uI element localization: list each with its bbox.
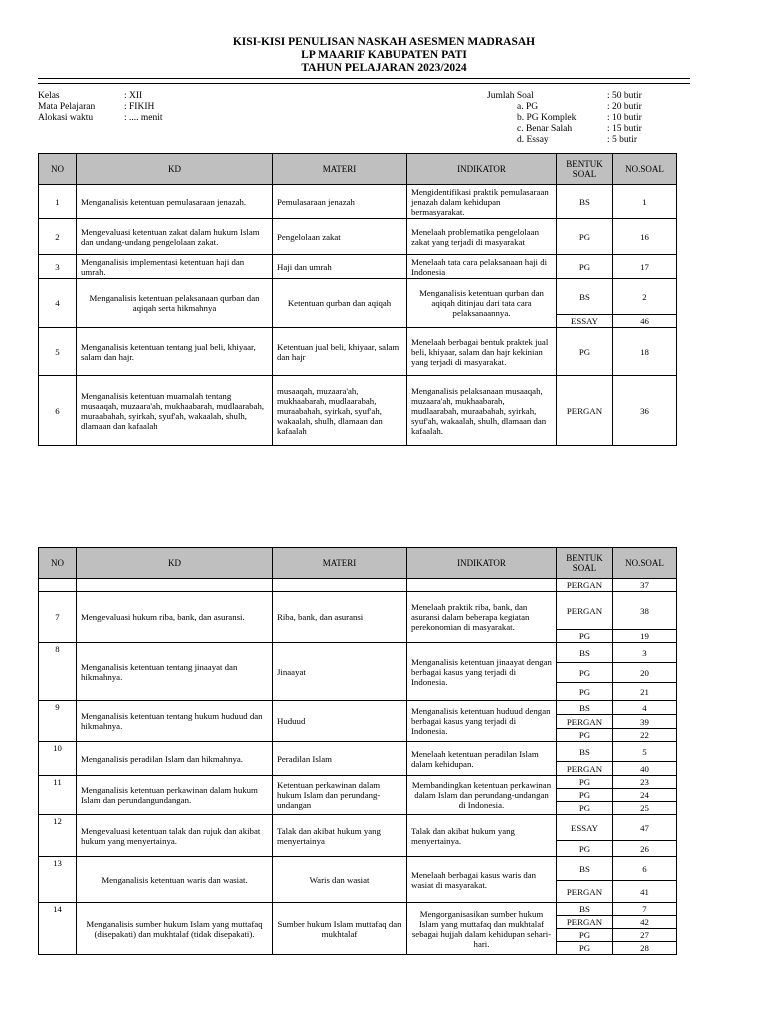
row-number: 13 <box>39 857 77 903</box>
kd-cell: Menganalisis ketentuan pelaksanaan qurban dan aqiqah serta hikmahnya <box>77 279 273 328</box>
table-row <box>39 857 677 881</box>
no-soal-cell: 20 <box>613 663 677 683</box>
no-soal-cell: 6 <box>613 857 677 881</box>
kd-cell: Menganalisis sumber hukum Islam yang muttafaq (disepakati) dan mukhtalaf (tidak disepakati). <box>77 903 273 955</box>
meta-label: a. PG <box>517 102 539 112</box>
materi-cell: Ketentuan perkawinan dalam hukum Islam dan perundang-undangan <box>273 776 407 815</box>
no-soal-cell: 1 <box>613 185 677 219</box>
bentuk-soal-cell: ESSAY <box>557 815 613 841</box>
bentuk-soal-cell: BS <box>557 857 613 881</box>
bentuk-soal-cell: PERGAN <box>557 592 613 630</box>
kd-cell <box>77 579 273 592</box>
meta-label: Alokasi waktu <box>38 113 94 123</box>
bentuk-soal-cell: BS <box>557 279 613 315</box>
bentuk-soal-cell: PERGAN <box>557 376 613 446</box>
bentuk-soal-cell: PG <box>557 255 613 279</box>
no-soal-cell: 24 <box>613 789 677 802</box>
table-header-row <box>39 154 677 185</box>
title-line-2: LP MAARIF KABUPATEN PATI <box>301 49 467 61</box>
meta-value: : 5 butir <box>607 135 638 145</box>
indikator-cell: Mengidentifikasi praktik pemulasaraan jenazah dalam kehidupan bermasyarakat. <box>407 185 557 219</box>
kd-cell: Mengevaluasi hukum riba, bank, dan asuransi. <box>77 592 273 643</box>
bentuk-soal-cell: PERGAN <box>557 762 613 776</box>
meta-left <box>38 91 163 124</box>
meta-label: Kelas <box>38 91 60 101</box>
no-soal-cell: 47 <box>613 815 677 841</box>
no-soal-cell: 41 <box>613 881 677 903</box>
table-row <box>39 903 677 916</box>
bentuk-soal-cell: PG <box>557 942 613 955</box>
no-soal-cell: 23 <box>613 776 677 789</box>
table-row <box>39 279 677 315</box>
table-row <box>39 328 677 376</box>
bentuk-soal-cell: PERGAN <box>557 715 613 729</box>
materi-cell: Waris dan wasiat <box>273 857 407 903</box>
meta-value: : 20 butir <box>607 102 642 112</box>
no-soal-cell: 18 <box>613 328 677 376</box>
no-soal-cell: 28 <box>613 942 677 955</box>
no-soal-cell: 2 <box>613 279 677 315</box>
row-number: 4 <box>39 279 77 328</box>
indikator-cell <box>407 579 557 592</box>
no-soal-cell: 39 <box>613 715 677 729</box>
no-soal-cell: 37 <box>613 579 677 592</box>
col-header-no: NO <box>39 548 77 579</box>
materi-cell: Ketentuan qurban dan aqiqah <box>273 279 407 328</box>
table-body <box>39 185 677 446</box>
indikator-cell: Talak dan akibat hukum yang menyertainya. <box>407 815 557 857</box>
bentuk-soal-cell: BS <box>557 903 613 916</box>
indikator-cell: Membandingkan ketentuan perkawinan dalam Islam dan perundang-undangan di Indonesia. <box>407 776 557 815</box>
col-header-bentuk-soal: BENTUK SOAL <box>557 154 613 185</box>
document-header <box>0 36 768 75</box>
meta-value: : 50 butir <box>607 91 642 101</box>
bentuk-soal-cell: BS <box>557 185 613 219</box>
materi-cell: Pemulasaraan jenazah <box>273 185 407 219</box>
kisi-table-2 <box>38 547 677 955</box>
col-header-indikator: INDIKATOR <box>407 154 557 185</box>
materi-cell: Peradilan Islam <box>273 742 407 776</box>
bentuk-soal-cell: PERGAN <box>557 579 613 592</box>
col-header-no: NO <box>39 154 77 185</box>
indikator-cell: Menganalisis pelaksanaan musaaqah, muzaara'ah, mukhaabarah, mudlaarabah, muraabahah, syirkah, syuf'ah, wakaalah, shulh, dlamaan dan kafaalah. <box>407 376 557 446</box>
row-number: 9 <box>39 701 77 742</box>
kd-cell: Menganalisis ketentuan pemulasaraan jenazah. <box>77 185 273 219</box>
bentuk-soal-cell: PERGAN <box>557 916 613 929</box>
meta-row <box>487 135 642 146</box>
meta-row <box>487 91 642 102</box>
meta-value: : 10 butir <box>607 113 642 123</box>
bentuk-soal-cell: PG <box>557 802 613 815</box>
indikator-cell: Menelaah tata cara pelaksanaan haji di Indonesia <box>407 255 557 279</box>
bentuk-soal-cell: PG <box>557 663 613 683</box>
table-body <box>39 579 677 955</box>
col-header-kd: KD <box>77 548 273 579</box>
kd-cell: Mengevaluasi ketentuan zakat dalam hukum Islam dan undang-undang pengelolaan zakat. <box>77 219 273 255</box>
bentuk-soal-cell: PG <box>557 929 613 942</box>
row-number: 3 <box>39 255 77 279</box>
row-number <box>39 579 77 592</box>
indikator-cell: Menganalisis ketentuan jinaayat dengan berbagai kasus yang terjadi di Indonesia. <box>407 643 557 701</box>
meta-row <box>38 113 163 124</box>
row-number: 11 <box>39 776 77 815</box>
row-number: 10 <box>39 742 77 776</box>
kd-cell: Menganalisis ketentuan tentang jinaayat dan hikmahnya. <box>77 643 273 701</box>
row-number: 14 <box>39 903 77 955</box>
col-header-indikator: INDIKATOR <box>407 548 557 579</box>
table-header-row <box>39 548 677 579</box>
meta-label: Mata Pelajaran <box>38 102 96 112</box>
no-soal-cell: 27 <box>613 929 677 942</box>
bentuk-soal-cell: PG <box>557 683 613 701</box>
no-soal-cell: 46 <box>613 315 677 328</box>
meta-value: : XII <box>124 91 143 101</box>
materi-cell: Huduud <box>273 701 407 742</box>
no-soal-cell: 22 <box>613 729 677 742</box>
meta-row <box>487 113 642 124</box>
kd-cell: Menganalisis ketentuan perkawinan dalam hukum Islam dan perundangundangan. <box>77 776 273 815</box>
bentuk-soal-cell: PG <box>557 729 613 742</box>
meta-value: : FIKIH <box>124 102 155 112</box>
kd-cell: Menganalisis ketentuan tentang hukum huduud dan hikmahnya. <box>77 701 273 742</box>
indikator-cell: Menganalisis ketentuan huduud dengan berbagai kasus yang terjadi di Indonesia. <box>407 701 557 742</box>
meta-row <box>487 102 642 113</box>
col-header-materi: MATERI <box>273 548 407 579</box>
row-number: 2 <box>39 219 77 255</box>
no-soal-cell: 19 <box>613 630 677 643</box>
kd-cell: Menganalisis implementasi ketentuan haji dan umrah. <box>77 255 273 279</box>
meta-value: : .... menit <box>124 113 163 123</box>
bentuk-soal-cell: BS <box>557 742 613 762</box>
no-soal-cell: 25 <box>613 802 677 815</box>
no-soal-cell: 16 <box>613 219 677 255</box>
materi-cell <box>273 579 407 592</box>
indikator-cell: Menganalisis ketentuan qurban dan aqiqah ditinjau dari tata cara pelaksanaannya. <box>407 279 557 328</box>
no-soal-cell: 38 <box>613 592 677 630</box>
indikator-cell: Mengorganisasikan sumber hukum Islam yang muttafaq dan mukhtalaf sebagai hujjah dalam kehidupan sehari-hari. <box>407 903 557 955</box>
row-number: 1 <box>39 185 77 219</box>
kisi-table-1 <box>38 153 677 446</box>
materi-cell: Sumber hukum Islam muttafaq dan mukhtalaf <box>273 903 407 955</box>
materi-cell: Jinaayat <box>273 643 407 701</box>
table-row <box>39 255 677 279</box>
meta-label: c. Benar Salah <box>517 124 573 134</box>
table-row <box>39 219 677 255</box>
bentuk-soal-cell: PERGAN <box>557 881 613 903</box>
meta-label: Jumlah Soal <box>487 91 534 101</box>
table-row <box>39 701 677 715</box>
indikator-cell: Menelaah ketentuan peradilan Islam dalam kehidupan. <box>407 742 557 776</box>
col-header-bentuk-soal: BENTUK SOAL <box>557 548 613 579</box>
no-soal-cell: 3 <box>613 643 677 663</box>
col-header-materi: MATERI <box>273 154 407 185</box>
meta-row <box>487 124 642 135</box>
no-soal-cell: 4 <box>613 701 677 715</box>
bentuk-soal-cell: PG <box>557 328 613 376</box>
bentuk-soal-cell: PG <box>557 219 613 255</box>
table-row <box>39 185 677 219</box>
row-number: 12 <box>39 815 77 857</box>
meta-row <box>38 91 163 102</box>
bentuk-soal-cell: PG <box>557 789 613 802</box>
materi-cell: Talak dan akibat hukum yang menyertainya <box>273 815 407 857</box>
double-rule-divider <box>38 78 690 84</box>
kd-cell: Menganalisis ketentuan waris dan wasiat. <box>77 857 273 903</box>
kd-cell: Menganalisis peradilan Islam dan hikmahnya. <box>77 742 273 776</box>
no-soal-cell: 17 <box>613 255 677 279</box>
bentuk-soal-cell: ESSAY <box>557 315 613 328</box>
row-number: 5 <box>39 328 77 376</box>
row-number: 7 <box>39 592 77 643</box>
meta-row <box>38 102 163 113</box>
materi-cell: Riba, bank, dan asuransi <box>273 592 407 643</box>
col-header-no-soal: NO.SOAL <box>613 548 677 579</box>
bentuk-soal-cell: PG <box>557 776 613 789</box>
meta-label: d. Essay <box>517 135 549 145</box>
no-soal-cell: 26 <box>613 841 677 857</box>
bentuk-soal-cell: BS <box>557 643 613 663</box>
no-soal-cell: 21 <box>613 683 677 701</box>
meta-value: : 15 butir <box>607 124 642 134</box>
no-soal-cell: 5 <box>613 742 677 762</box>
materi-cell: Pengelolaan zakat <box>273 219 407 255</box>
col-header-no-soal: NO.SOAL <box>613 154 677 185</box>
materi-cell: Haji dan umrah <box>273 255 407 279</box>
row-number: 6 <box>39 376 77 446</box>
indikator-cell: Menelaah problematika pengelolaan zakat yang terjadi di masyarakat <box>407 219 557 255</box>
table-row <box>39 815 677 841</box>
indikator-cell: Menelaah praktik riba, bank, dan asuransi dalam beberapa kegiatan perekonomian di masyarakat. <box>407 592 557 643</box>
title-line-1: KISI-KISI PENULISAN NASKAH ASESMEN MADRASAH <box>232 36 536 48</box>
bentuk-soal-cell: PG <box>557 841 613 857</box>
meta-label: b. PG Komplek <box>517 113 577 123</box>
no-soal-cell: 40 <box>613 762 677 776</box>
indikator-cell: Menelaah berbagai kasus waris dan wasiat di masyarakat. <box>407 857 557 903</box>
col-header-kd: KD <box>77 154 273 185</box>
no-soal-cell: 42 <box>613 916 677 929</box>
table-row <box>39 643 677 663</box>
no-soal-cell: 36 <box>613 376 677 446</box>
row-number: 8 <box>39 643 77 701</box>
materi-cell: Ketentuan jual beli, khiyaar, salam dan hajr <box>273 328 407 376</box>
table-row <box>39 776 677 789</box>
bentuk-soal-cell: PG <box>557 630 613 643</box>
kd-cell: Menganalisis ketentuan muamalah tentang musaaqah, muzaara'ah, mukhaabarah, mudlaarabah, muraabahah, syirkah, syuf'ah, wakaalah, shulh, dlamaan dan kafaalah <box>77 376 273 446</box>
table-row <box>39 579 677 592</box>
table-row <box>39 742 677 762</box>
materi-cell: musaaqah, muzaara'ah, mukhaabarah, mudlaarabah, muraabahah, syirkah, syuf'ah, wakaalah, shulh, dlamaan dan kafaalah <box>273 376 407 446</box>
bentuk-soal-cell: BS <box>557 701 613 715</box>
meta-right <box>487 91 642 146</box>
kd-cell: Menganalisis ketentuan tentang jual beli, khiyaar, salam dan hajr. <box>77 328 273 376</box>
title-line-3: TAHUN PELAJARAN 2023/2024 <box>301 62 467 74</box>
table-row <box>39 376 677 446</box>
table-row <box>39 592 677 630</box>
indikator-cell: Menelaah berbagai bentuk praktek jual beli, khiyaar, salam dan hajr kekinian yang terjadi di masyarakat. <box>407 328 557 376</box>
no-soal-cell: 7 <box>613 903 677 916</box>
kd-cell: Mengevaluasi ketentuan talak dan rujuk dan akibat hukum yang menyertainya. <box>77 815 273 857</box>
